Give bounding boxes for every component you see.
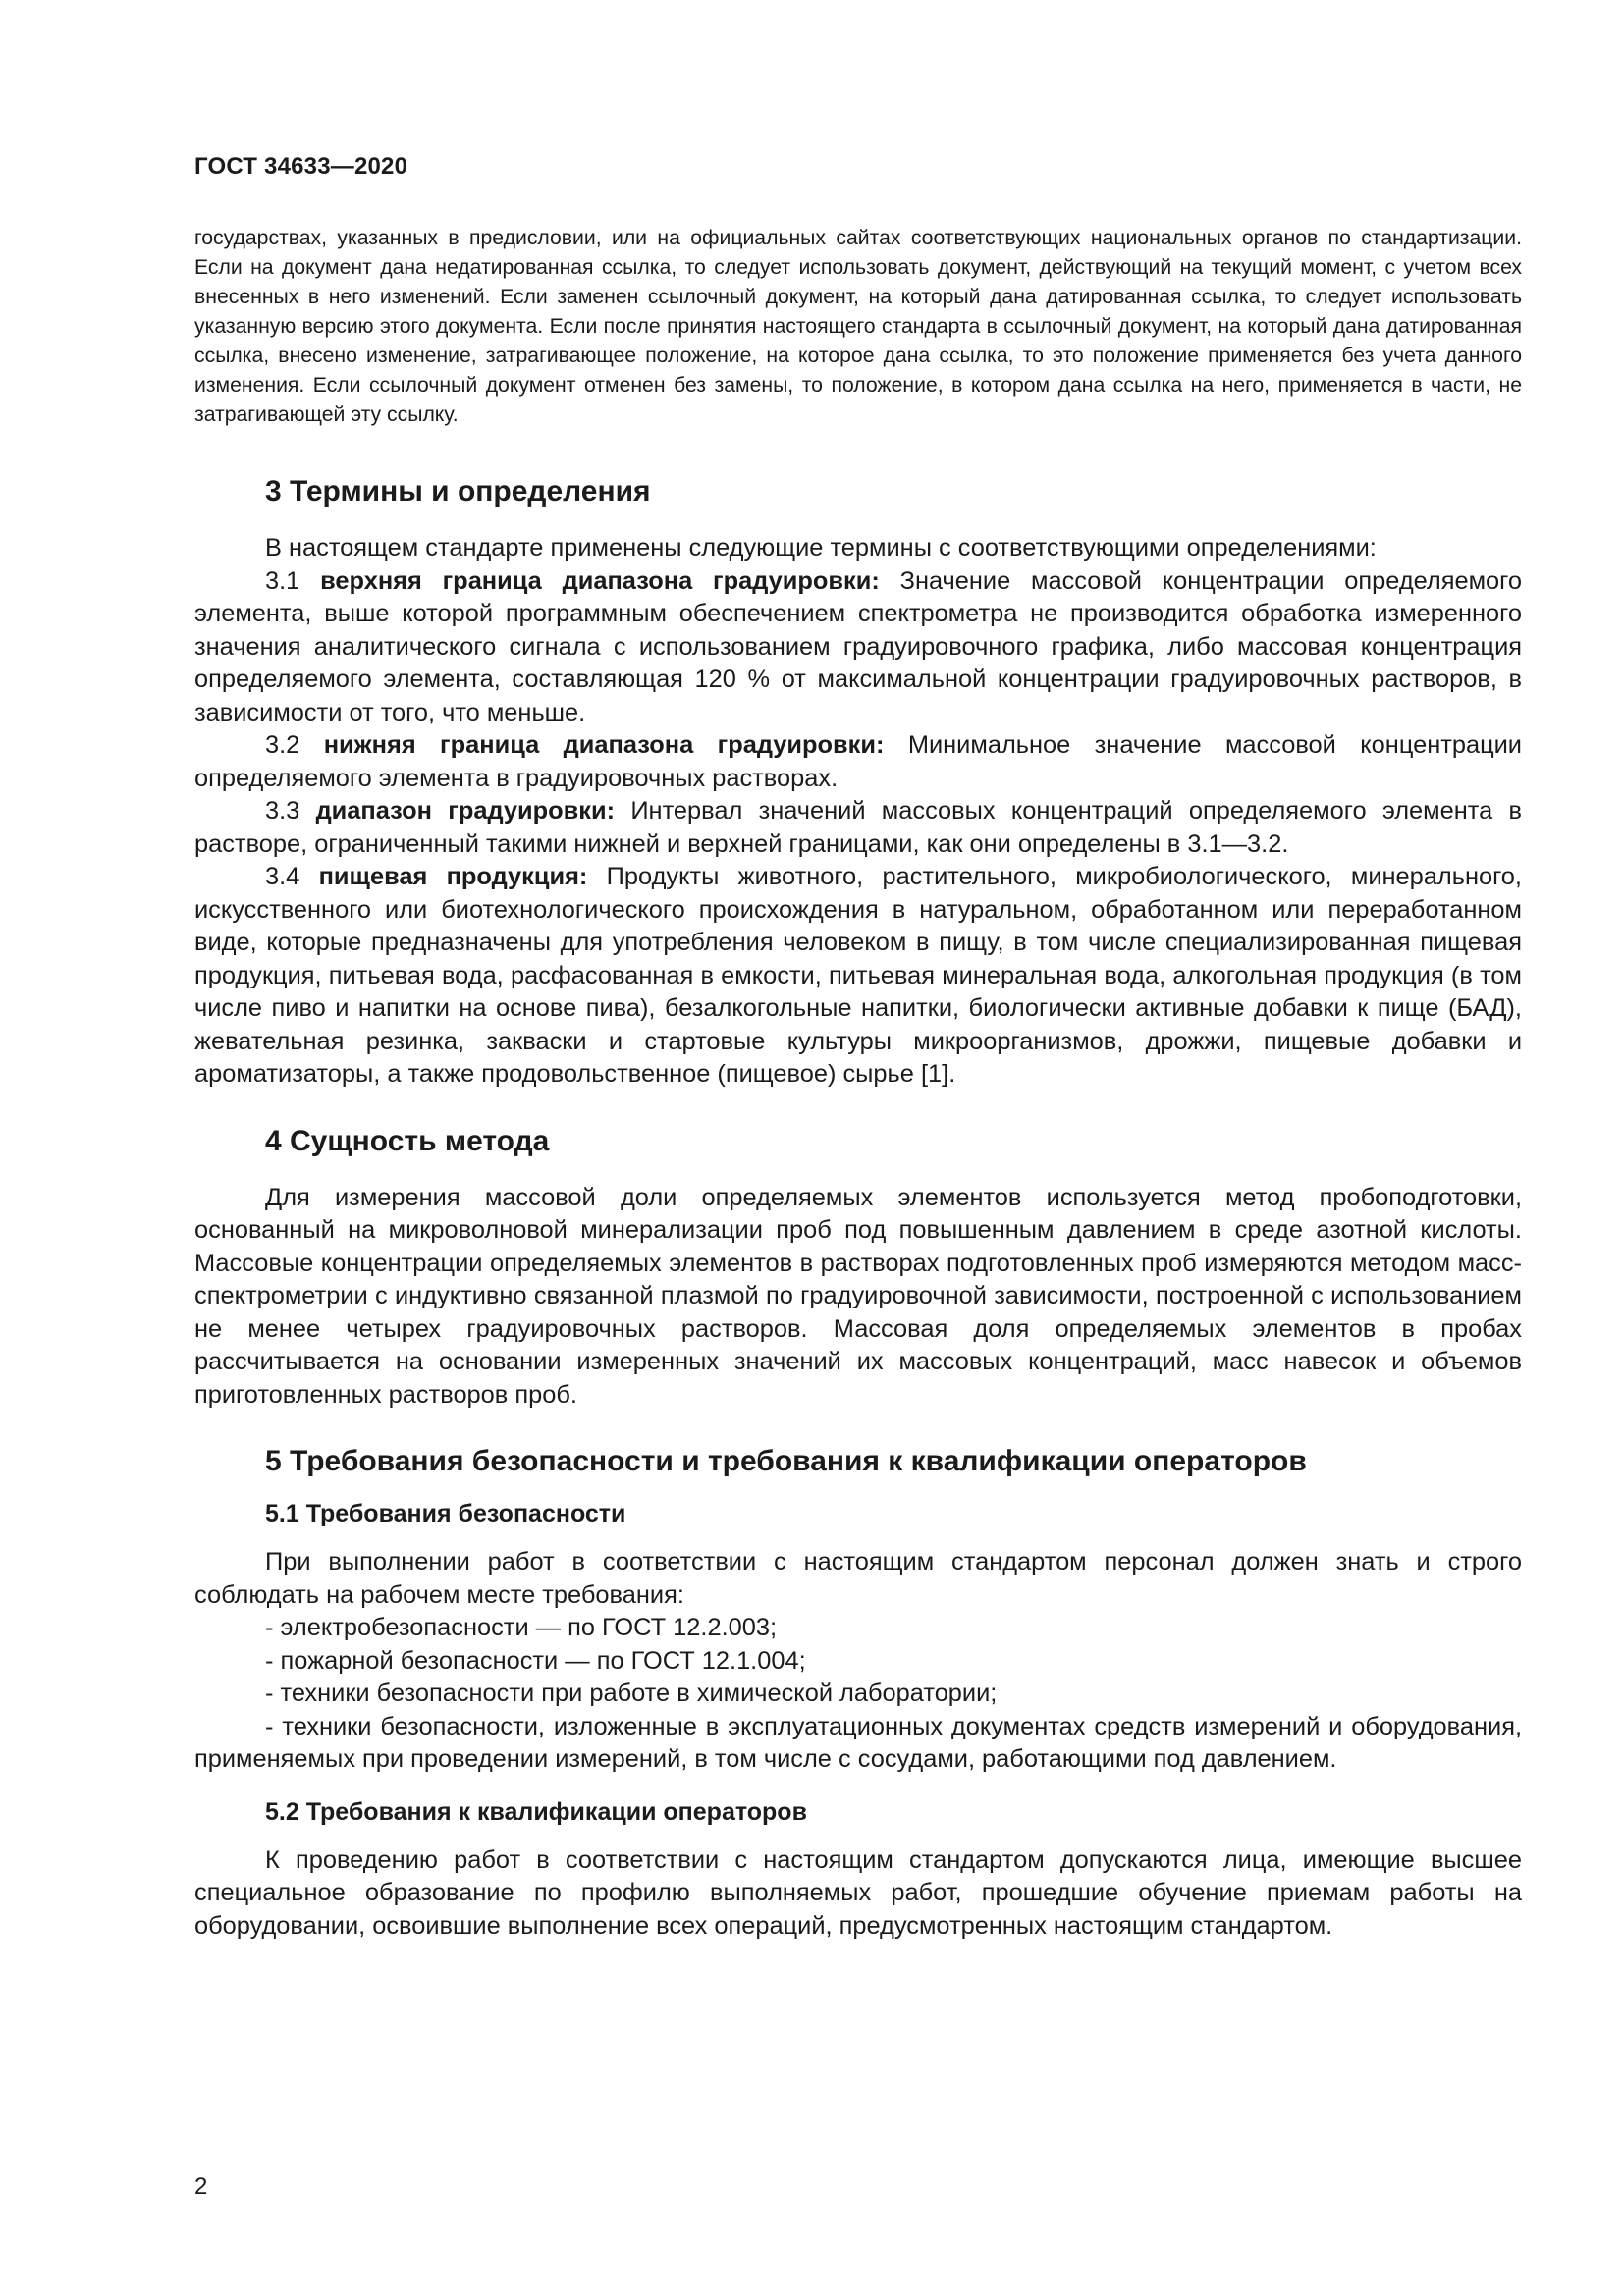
term-definition: Значение массовой концентрации определяемого элемента, выше которой программным обеспечением спектрометра не производится обработка измеренного значения аналитического сигнала с использованием градуировочного графика, либо массовая концентрация определяемого элемента, составляющая 120 % от максимальной концентрации градуировочных растворов, в зависимости от того, что меньше. xyxy=(194,566,1523,726)
term-name: пищевая продукция: xyxy=(318,863,588,890)
term-number: 3.2 xyxy=(265,731,300,759)
term-number: 3.4 xyxy=(265,863,300,890)
section-5-2-heading: 5.2 Требования к квалификации операторов xyxy=(265,1797,807,1826)
section-5-2-text: К проведению работ в соответствии с настоящим стандартом допускаются лица, имеющие высшее специальное образование по профилю выполняемых работ, прошедшие обучение приемам работы на оборудовании, освоившие выполнение всех операций, предусмотренных настоящим стандартом. xyxy=(194,1845,1522,1940)
list-item: - техники безопасности, изложенные в эксплуатационных документах средств измерений и оборудования, применяемых при проведении измерений, в том числе с сосудами, работающими под давлением. xyxy=(194,1712,1522,1773)
section-3-intro: В настоящем стандарте применены следующие термины с соответствующими определениями: xyxy=(265,534,1377,561)
term-number: 3.1 xyxy=(265,566,300,595)
term-3-3 xyxy=(194,795,1522,861)
list-item: - техники безопасности при работе в химической лаборатории; xyxy=(265,1680,998,1707)
intro-paragraph: государствах, указанных в предисловии, или на официальных сайтах соответствующих национальных органов по стандартизации. Если на документ дана недатированная ссылка, то следует использовать документ, действующий на текущий момент, с учетом всех внесенных в него изменений. Если заменен ссылочный документ, на который дана датированная ссылка, то следует использовать указанную версию этого документа. Если после принятия настоящего стандарта в ссылочный документ, на который дана датированная ссылка, внесено изменение, затрагивающее положение, на которое дана ссылка, то это положение применяется без учета данного изменения. Если ссылочный документ отменен без замены, то положение, в котором дана ссылка на него, применяется в части, не затрагивающей эту ссылку. xyxy=(194,227,1522,426)
term-number: 3.3 xyxy=(265,797,300,825)
section-5-heading: 5 Требования безопасности и требования к квалификации операторов xyxy=(265,1445,1307,1477)
term-definition: Минимальное значение массовой концентрации определяемого элемента в градуировочных растворах. xyxy=(194,731,1522,792)
section-5-1-text: При выполнении работ в соответствии с настоящим стандартом персонал должен знать и строго соблюдать на рабочем месте требования: xyxy=(194,1548,1522,1609)
term-3-4 xyxy=(194,861,1522,1092)
section-3-heading: 3 Термины и определения xyxy=(265,475,651,507)
term-definition: Продукты животного, растительного, микробиологического, минерального, искусственного или биотехнологического происхождения в натуральном, обработанном или переработанном виде, которые предназначены для употребления человеком в пищу, в том числе специализированная пищевая продукция, питьевая вода, расфасованная в емкости, питьевая минеральная вода, алкогольная продукция (в том числе пиво и напитки на основе пива), безалкогольные напитки, биологически активные добавки к пище (БАД), жевательная резинка, закваски и стартовые культуры микроорганизмов, дрожжи, пищевые добавки и ароматизаторы, а также продовольственное (пищевое) сырье [1]. xyxy=(194,863,1522,1088)
page-content xyxy=(194,224,1522,1943)
list-item: - пожарной безопасности — по ГОСТ 12.1.004; xyxy=(265,1646,806,1675)
term-3-1 xyxy=(194,565,1522,730)
term-3-2 xyxy=(194,729,1522,795)
term-name: диапазон градуировки: xyxy=(315,797,616,825)
list-item: - электробезопасности — по ГОСТ 12.2.003; xyxy=(265,1614,778,1641)
page-number: 2 xyxy=(194,2173,208,2200)
term-name: верхняя граница диапазона градуировки: xyxy=(320,566,880,595)
section-5-1-heading: 5.1 Требования безопасности xyxy=(265,1500,626,1527)
term-name: нижняя граница диапазона градуировки: xyxy=(323,731,885,759)
section-4-heading: 4 Сущность метода xyxy=(265,1124,550,1157)
term-definition: Интервал значений массовых концентраций определяемого элемента в растворе, ограниченный такими нижней и верхней границами, как они определены в 3.1—3.2. xyxy=(194,797,1522,858)
section-4-text: Для измерения массовой доли определяемых элементов используется метод пробоподготовки, основанный на микроволновой минерализации проб под повышенным давлением в среде азотной кислоты. Массовые концентрации определяемых элементов в растворах подготовленных проб измеряются методом масс-спектрометрии с индуктивно связанной плазмой по градуировочной зависимости, построенной с использованием не менее четырех градуировочных растворов. Массовая доля определяемых элементов в пробах рассчитывается на основании измеренных значений их массовых концентраций, масс навесок и объемов приготовленных растворов проб. xyxy=(194,1183,1522,1409)
document-header-id: ГОСТ 34633—2020 xyxy=(194,153,408,180)
